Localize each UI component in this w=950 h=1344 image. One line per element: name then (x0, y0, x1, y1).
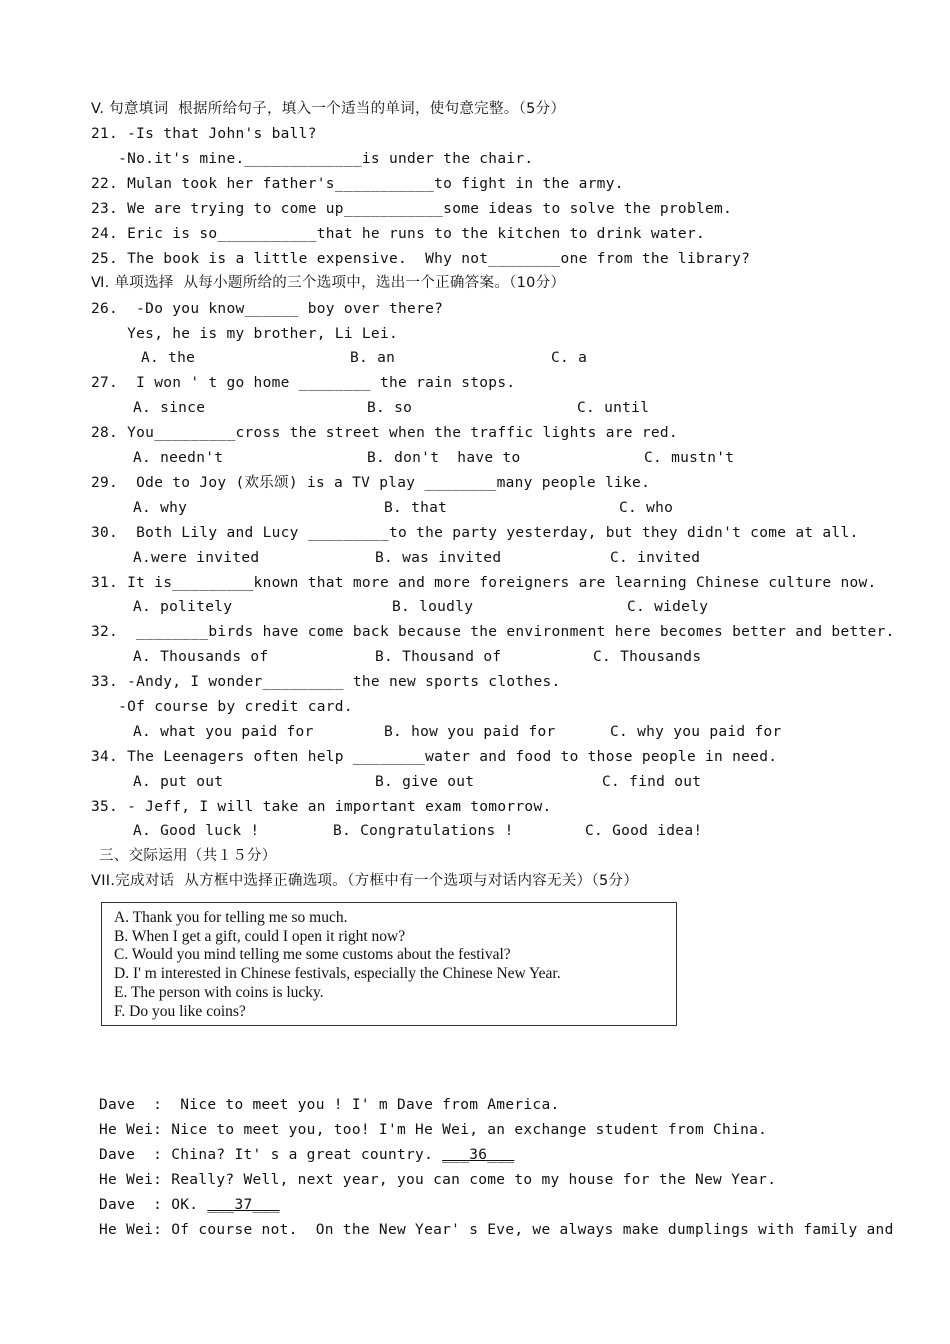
part-3-heading: 三、交际运用（共１５分） (99, 848, 277, 864)
box-option-b: B. When I get a gift, could I open it right now? (114, 927, 406, 945)
question-30: 30. Both Lily and Lucy _________to the party yesterday, but they didn't come at all. (91, 525, 859, 541)
q30-option-b: B. was invited (375, 550, 502, 566)
section-6-heading: Ⅵ. 单项选择 从每小题所给的三个选项中，选出一个正确答案。（10分） (91, 275, 566, 291)
q34-option-b: B. give out (375, 774, 475, 790)
q32-option-b: B. Thousand of (375, 649, 502, 665)
q29-option-b: B. that (384, 500, 448, 516)
q31-option-b: B. loudly (392, 599, 474, 615)
q31-option-c: C. widely (627, 599, 709, 615)
q35-option-b: B. Congratulations ! (333, 823, 514, 839)
blank-36: ___36___ (442, 1147, 515, 1163)
box-option-a: A. Thank you for telling me so much. (114, 909, 348, 926)
q32-option-c: C. Thousands (593, 649, 702, 665)
question-33-reply: -Of course by credit card. (91, 699, 353, 715)
dialogue-line-2: He Wei: Nice to meet you, too! I'm He Wei, an exchange student from China. (99, 1122, 768, 1138)
box-option-f: F. Do you like coins? (114, 1002, 246, 1020)
q34-option-c: C. find out (602, 774, 702, 790)
question-24: 24. Eric is so___________that he runs to the kitchen to drink water. (91, 226, 706, 242)
question-31: 31. It is_________known that more and more foreigners are learning Chinese culture now. (91, 575, 877, 591)
q29-option-c: C. who (619, 500, 674, 516)
blank-37: ___37___ (207, 1197, 280, 1213)
q30-option-a: A.were invited (133, 550, 260, 566)
dialogue-line-4: He Wei: Really? Well, next year, you can come to my house for the New Year. (99, 1172, 777, 1188)
q35-option-a: A. Good luck ! (133, 823, 260, 839)
dialogue-line-5-text: Dave : OK. (99, 1197, 208, 1213)
q26-option-b: B. an (350, 350, 396, 366)
q33-option-b: B. how you paid for (384, 724, 556, 740)
q33-option-a: A. what you paid for (133, 724, 314, 740)
question-34: 34. The Leenagers often help ________water and food to those people in need. (91, 749, 778, 765)
question-25: 25. The book is a little expensive. Why not________one from the library? (91, 251, 751, 267)
question-32: 32. ________birds have come back because the environment here becomes better and better. (91, 624, 895, 640)
q28-option-c: C. mustn't (644, 450, 735, 466)
dialogue-line-3 (99, 1145, 514, 1165)
question-27: 27. I won ' t go home ________ the rain stops. (91, 375, 516, 391)
question-21-line-1: 21. -Is that John's ball? (91, 126, 317, 142)
q34-option-a: A. put out (133, 774, 224, 790)
question-33: 33. -Andy, I wonder_________ the new sports clothes. (91, 674, 561, 690)
q28-option-a: A. needn't (133, 450, 224, 466)
section-5-heading: V. 句意填词 根据所给句子，填入一个适当的单词，使句意完整。（5分） (91, 101, 566, 117)
question-29: 29. Ode to Joy (欢乐颂) is a TV play ________many people like. (91, 475, 651, 491)
dialogue-line-6: He Wei: Of course not. On the New Year' s Eve, we always make dumplings with family and (99, 1222, 894, 1238)
q33-option-c: C. why you paid for (610, 724, 782, 740)
box-option-e: E. The person with coins is lucky. (114, 983, 324, 1001)
question-26-reply: Yes, he is my brother, Li Lei. (91, 326, 399, 342)
q27-option-c: C. until (577, 400, 650, 416)
question-35: 35. - Jeff, I will take an important exam tomorrow. (91, 799, 552, 815)
dialogue-line-5 (99, 1195, 280, 1215)
dialogue-line-1: Dave : Nice to meet you ! I' m Dave from America. (99, 1097, 560, 1113)
box-option-c: C. Would you mind telling me some customs about the festival? (114, 946, 511, 964)
q30-option-c: C. invited (610, 550, 701, 566)
q28-option-b: B. don't have to (367, 450, 521, 466)
q27-option-b: B. so (367, 400, 413, 416)
options-box (101, 902, 677, 1026)
q35-option-c: C. Good idea! (585, 823, 703, 839)
question-23: 23. We are trying to come up___________some ideas to solve the problem. (91, 201, 733, 217)
q29-option-a: A. why (133, 500, 188, 516)
q27-option-a: A. since (133, 400, 206, 416)
dialogue-line-3-text: Dave : China? It' s a great country. (99, 1147, 443, 1163)
section-7-heading: VII.完成对话 从方框中选择正确选项。（方框中有一个选项与对话内容无关）（5分） (91, 873, 639, 889)
q26-option-c: C. a (551, 350, 588, 366)
question-21-line-2: -No.it's mine._____________is under the chair. (91, 151, 534, 167)
question-26: 26. -Do you know______ boy over there? (91, 301, 444, 317)
question-22: 22. Mulan took her father's___________to fight in the army. (91, 176, 624, 192)
question-28: 28. You_________cross the street when the traffic lights are red. (91, 425, 678, 441)
q26-option-a: A. the (141, 350, 196, 366)
box-option-d: D. I' m interested in Chinese festivals, especially the Chinese New Year. (114, 965, 561, 983)
q31-option-a: A. politely (133, 599, 233, 615)
q32-option-a: A. Thousands of (133, 649, 269, 665)
